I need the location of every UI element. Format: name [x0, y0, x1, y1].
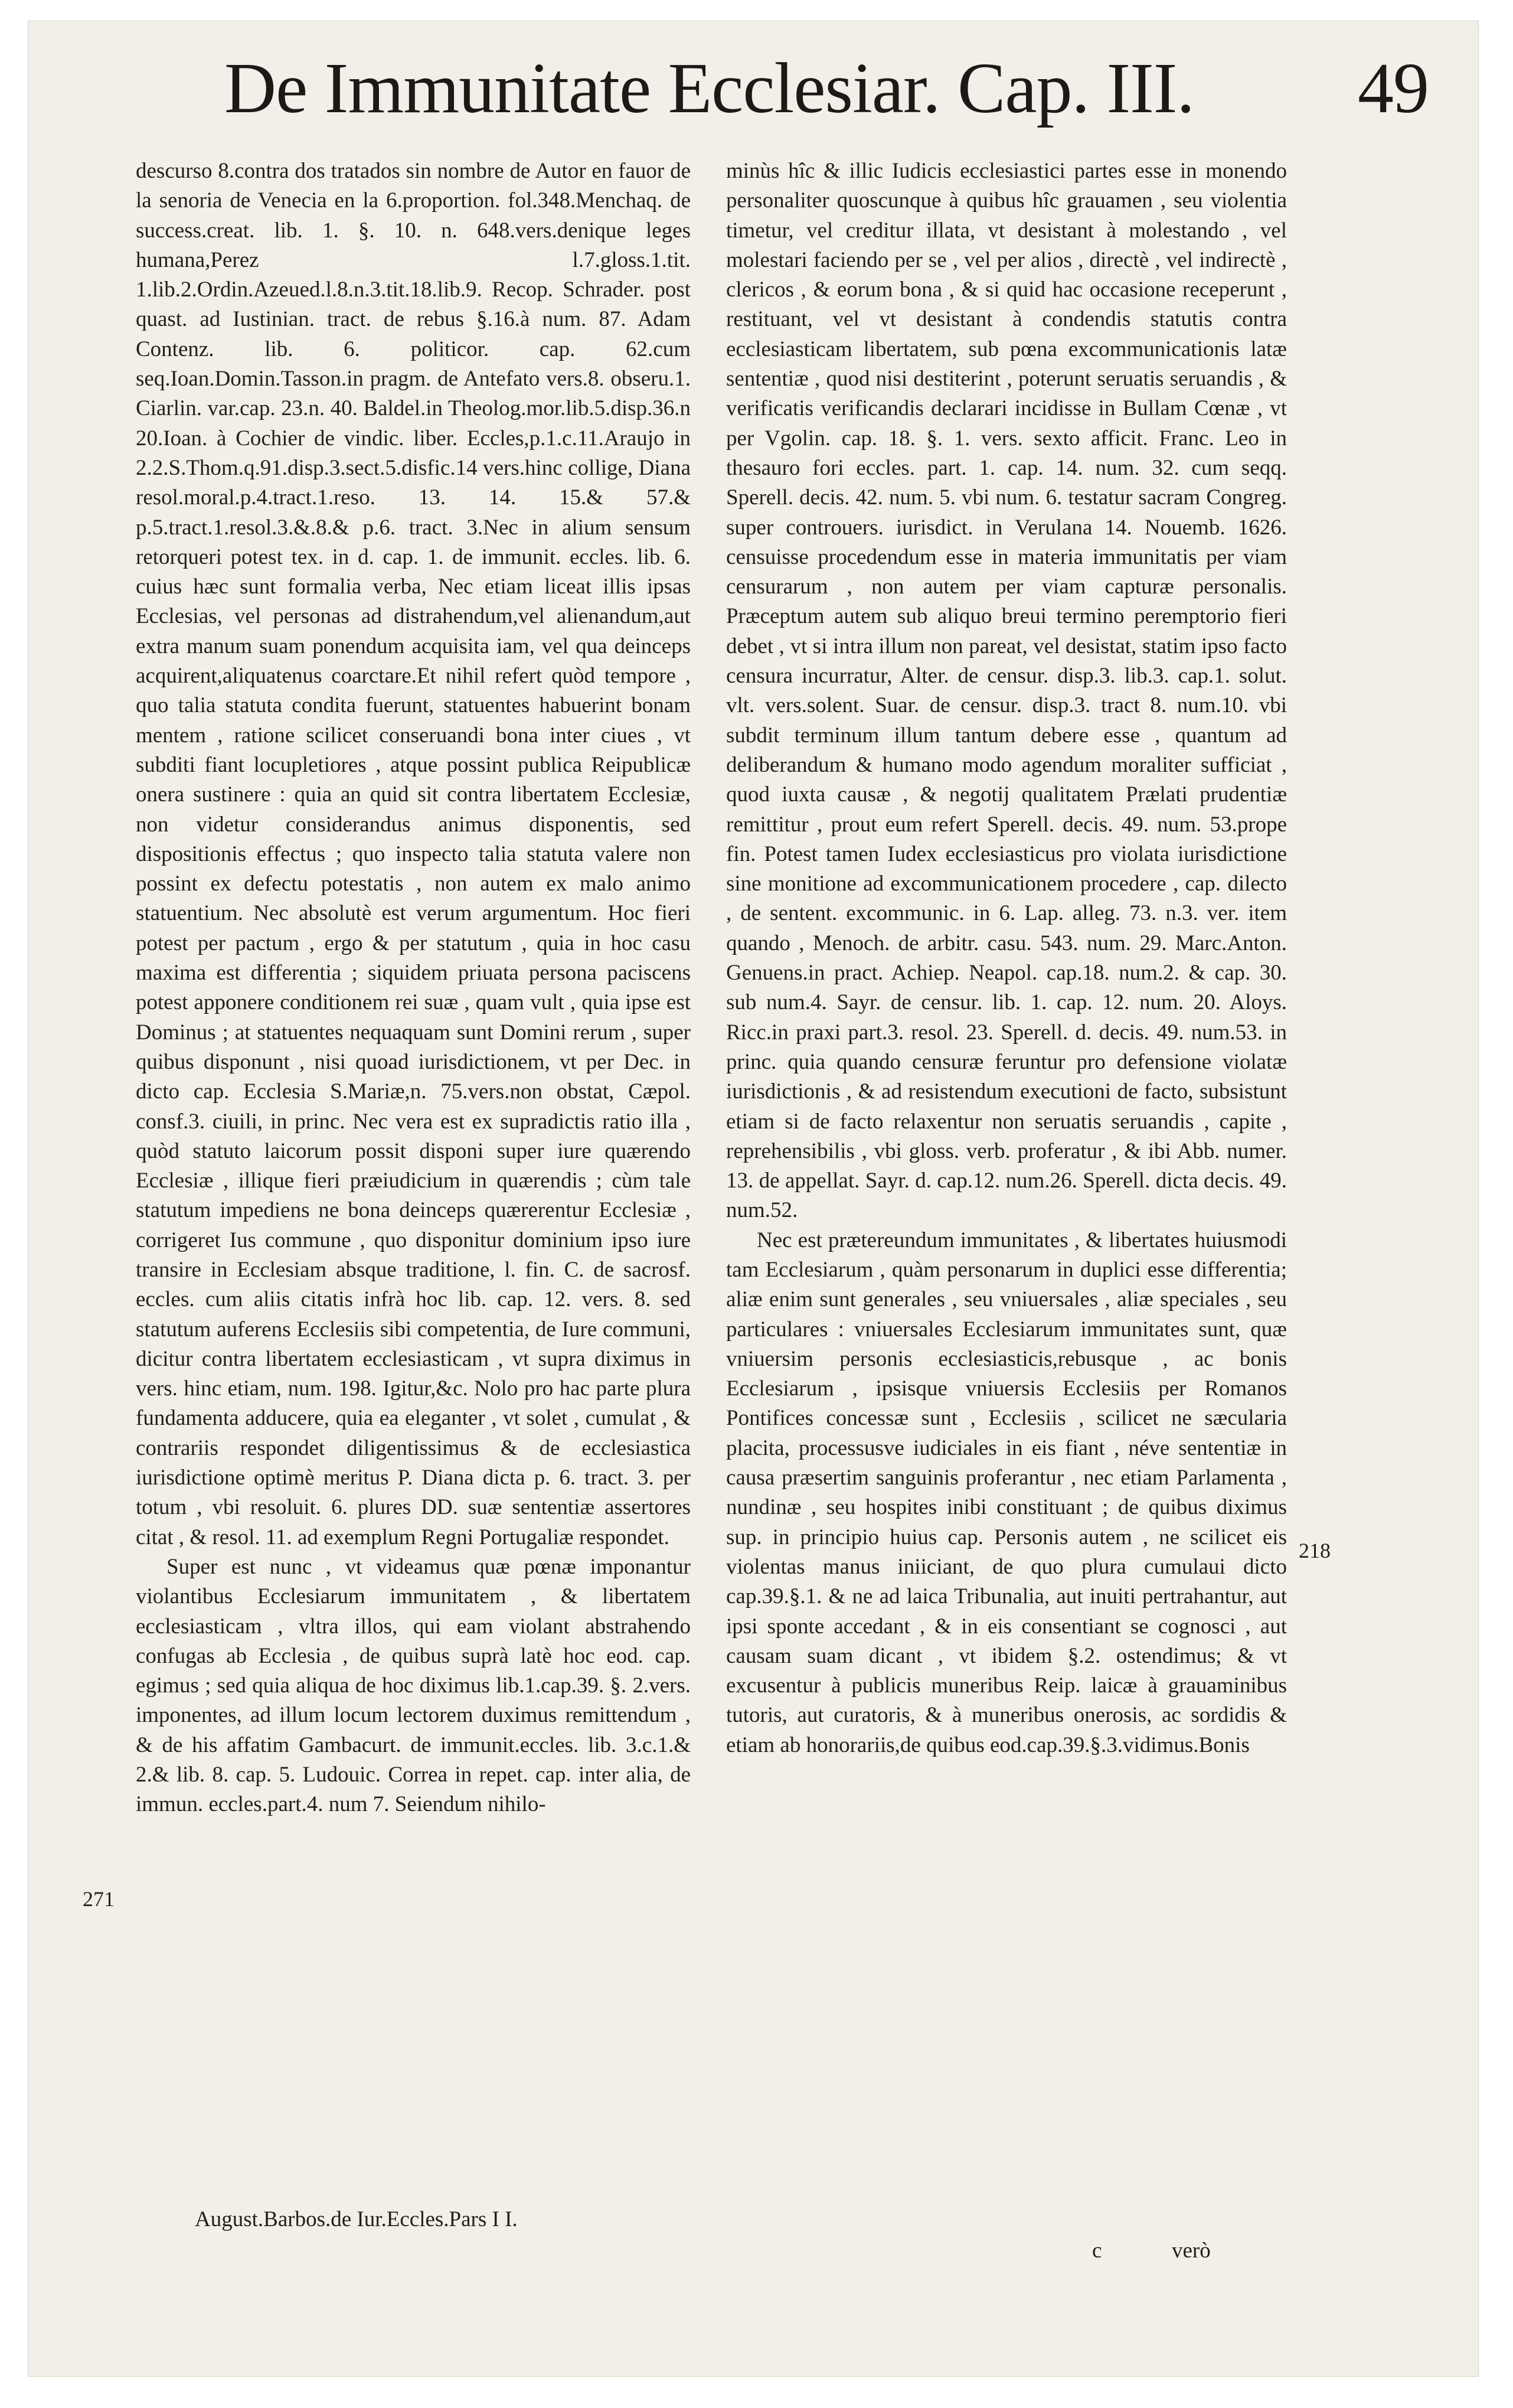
- right-paragraph-2: Nec est prætereundum immunitates , & libertates huiusmodi tam Ecclesiarum , quàm personarum in duplici esse differentia; aliæ enim sunt generales , seu vniuersales , aliæ speciales , seu particulares : vniuersales Ecclesiarum immunitates sunt, quæ vniuersim personis ecclesiasticis,rebusque , ac bonis Ecclesiarum , ipsisque vniuersis Ecclesiis per Romanos Pontifices concessæ sunt , Ecclesiis , scilicet ne sæcularia placita, processusve iudiciales in eis fiant , néve sententiæ in causa præsertim sanguinis proferantur , nec etiam Parlamenta , nundinæ , seu hospites inibi constituant ; de quibus diximus sup. in principio huius cap. Personis autem , ne scilicet eis violentas manus iniiciant, de quo plura cumulaui dicto cap.39.§.1. & ne ad laica Tribunalia, aut inuiti pertrahantur, aut ipsi sponte accedant , & in eis consentiant se cognosci , aut causam suam dicant , vt ibidem §.2. ostendimus; & vt excusentur à publicis muneribus Reip. laicæ à grauaminibus tutoris, aut curatoris, & à muneribus onerosis, ac sordidis & etiam ab honorariis,de quibus eod.cap.39.§.3.vidimus.Bonis: [726, 1228, 1287, 1757]
- margin-note-left: 271: [83, 1887, 115, 1911]
- left-paragraph-1: descurso 8.contra dos tratados sin nombre de Autor en fauor de la senoria de Venecia en la 6.proportion. fol.348.Menchaq. de success.creat. lib. 1. §. 10. n. 648.vers.denique leges humana,Perez l.7.gloss.1.tit. 1.lib.2.Ordin.Azeued.l.8.n.3.tit.18.lib.9. Recop. Schrader. post quast. ad Iustinian. tract. de rebus §.16.à num. 87. Adam Contenz. lib. 6. politicor. cap. 62.cum seq.Ioan.Domin.Tasson.in pragm. de Antefato vers.8. obseru.1. Ciarlin. var.cap. 23.n. 40. Baldel.in Theolog.mor.lib.5.disp.36.n 20.Ioan. à Cochier de vindic. liber. Eccles,p.1.c.11.Araujo in 2.2.S.Thom.q.91.disp.3.sect.5.disfic.14 vers.hinc collige, Diana resol.moral.p.4.tract.1.reso. 13. 14. 15.& 57.& p.5.tract.1.resol.3.&.8.& p.6. tract. 3.Nec in alium sensum retorqueri potest tex. in d. cap. 1. de immunit. eccles. lib. 6. cuius hæc sunt formalia verba, Nec etiam liceat illis ipsas Ecclesias, vel personas ad distrahendum,vel alienandum,aut extra manum suam ponendum acquisita iam, vel qua deinceps acquirent,aliquatenus coarctare.Et nihil refert quòd tempore , quo talia statuta condita fuerunt, statuentes habuerint bonam mentem , ratione scilicet conseruandi bona inter ciues , vt subditi fiant locupletiores , atque possint publica Reipublicæ onera sustinere : quia an quid sit contra libertatem Ecclesiæ, non videtur considerandus animus disponentis, sed dispositionis effectus ; quo inspecto talia statuta valere non possint ex defectu potestatis , non autem ex malo animo statuentium. Nec absolutè est verum argumentum. Hoc fieri potest per pactum , ergo & per statutum , quia in hoc casu maxima est differentia ; siquidem priuata persona paciscens potest apponere conditionem rei suæ , quam vult , quia ipse est Dominus ; at statuentes nequaquam sunt Domini rerum , super quibus disponunt , nisi quoad iurisdictionem, vt per Dec. in dicto cap. Ecclesia S.Mariæ,n. 75.vers.non obstat, Cæpol. consf.3. ciuili, in princ. Nec vera est ex supradictis ratio illa , quòd statuto laicorum possit disponi super iure quærendo Ecclesiæ , illique fieri præiudicium in quærendis ; cùm tale statutum impediens ne bona deinceps quærerentur Ecclesiæ , corrigeret Ius commune , quo disponitur dominium ipso iure transire in Ecclesiam absque traditione, l. fin. C. de sacrosf. eccles. cum aliis citatis infrà hoc lib. cap. 12. vers. 8. sed statutum auferens Ecclesiis sibi competentia, de Iure communi, dicitur contra libertatem ecclesiasticam , vt supra diximus in vers. hinc etiam, num. 198. Igitur,&c. Nolo pro hac parte plura fundamenta adducere, quia ea eleganter , vt solet , cumulat , & contrariis respondet diligentissimus & de ecclesiastica iurisdictione optimè meritus P. Diana dicta p. 6. tract. 3. per totum , vbi resoluit. 6. plures DD. suæ sententiæ assertores citat , & resol. 11. ad exemplum Regni Portugaliæ respondet.: [136, 159, 691, 1549]
- running-title: De Immunitate Ecclesiar. Cap. III.: [224, 48, 1194, 128]
- right-paragraph-1: minùs hîc & illic Iudicis ecclesiastici partes esse in monendo personaliter quoscunque à quibus hîc grauamen , seu violentia timetur, vel creditur illata, vt desistant à molestando , vel molestari faciendo per se , vel per alios , directè , vel indirectè , clericos , & eorum bona , & si quid hac occasione receperunt , restituant, vel vt desistant à condendis statutis contra ecclesiasticam libertatem, sub pœna excommunicationis latæ sententiæ , quod nisi destiterint , poterunt seruatis seruandis , & verificatis verificandis declarari incidisse in Bullam Cœnæ , vt per Vgolin. cap. 18. §. 1. vers. sexto afficit. Franc. Leo in thesauro fori eccles. part. 1. cap. 14. num. 32. cum seqq. Sperell. decis. 42. num. 5. vbi num. 6. testatur sacram Congreg. super controuers. iurisdict. in Verulana 14. Nouemb. 1626. censuisse procedendum esse in materia immunitatis per viam censurarum , non autem per viam capturæ personalis. Præceptum autem sub aliquo breui termino peremptorio fieri debet , vt si intra illum non pareat, vel desistat, statim ipso facto censura incurratur, Alter. de censur. disp.3. lib.3. cap.1. solut. vlt. vers.solent. Suar. de censur. disp.3. tract 8. num.10. vbi subdit terminum illum tantum debere esse , quantum ad deliberandum & humano modo agendum moraliter sufficiat , quod iuxta causæ , & negotij qualitatem Prælati prudentiæ remittitur , prout eum refert Sperell. decis. 49. num. 53.prope fin. Potest tamen Iudex ecclesiasticus pro violata iurisdictione sine monitione ad excommunicationem procedere , cap. dilecto , de sentent. excommunic. in 6. Lap. alleg. 73. n.3. ver. item quando , Menoch. de arbitr. casu. 543. num. 29. Marc.Anton. Genuens.in pract. Achiep. Neapol. cap.18. num.2. & cap. 30. sub num.4. Sayr. de censur. lib. 1. cap. 12. num. 20. Aloys. Ricc.in praxi part.3. resol. 23. Sperell. d. decis. 49. num.53. in princ. quia quando censuræ feruntur pro defensione violatæ iurisdictionis , & ad resistendum executioni de facto, subsistunt etiam si de facto relaxentur non seruatis seruandis , capite , reprehensibilis , vbi gloss. verb. proferatur , & ibi Abb. numer. 13. de appellat. Sayr. d. cap.12. num.26. Sperell. dicta decis. 49. num.52.: [726, 159, 1287, 1223]
- page-number: 49: [1358, 48, 1429, 128]
- left-column: [136, 156, 691, 1820]
- footer-signature-line: August.Barbos.de Iur.Eccles.Pars I I.: [195, 2207, 518, 2231]
- running-header: [224, 47, 1488, 154]
- signature-mark: c: [1092, 2239, 1102, 2263]
- right-column: [726, 156, 1287, 1760]
- catchword: verò: [1172, 2239, 1211, 2263]
- left-paragraph-2: Super est nunc , vt videamus quæ pœnæ imponantur violantibus Ecclesiarum immunitatem , & libertatem ecclesiasticam , vltra illos, qui eam violant abstrahendo confugas ab Ecclesia , de quibus suprà latè hoc eod. cap. egimus ; sed quia aliqua de hoc diximus lib.1.cap.39. §. 2.vers. imponentes, ad illum locum lectorem duximus remittendum , & de his affatim Gambacurt. de immunit.eccles. lib. 3.c.1.& 2.& lib. 8. cap. 5. Ludouic. Correa in repet. cap. inter alia, de immun. eccles.part.4. num 7. Seiendum nihilo-: [136, 1554, 691, 1817]
- margin-note-right: 218: [1299, 1539, 1331, 1562]
